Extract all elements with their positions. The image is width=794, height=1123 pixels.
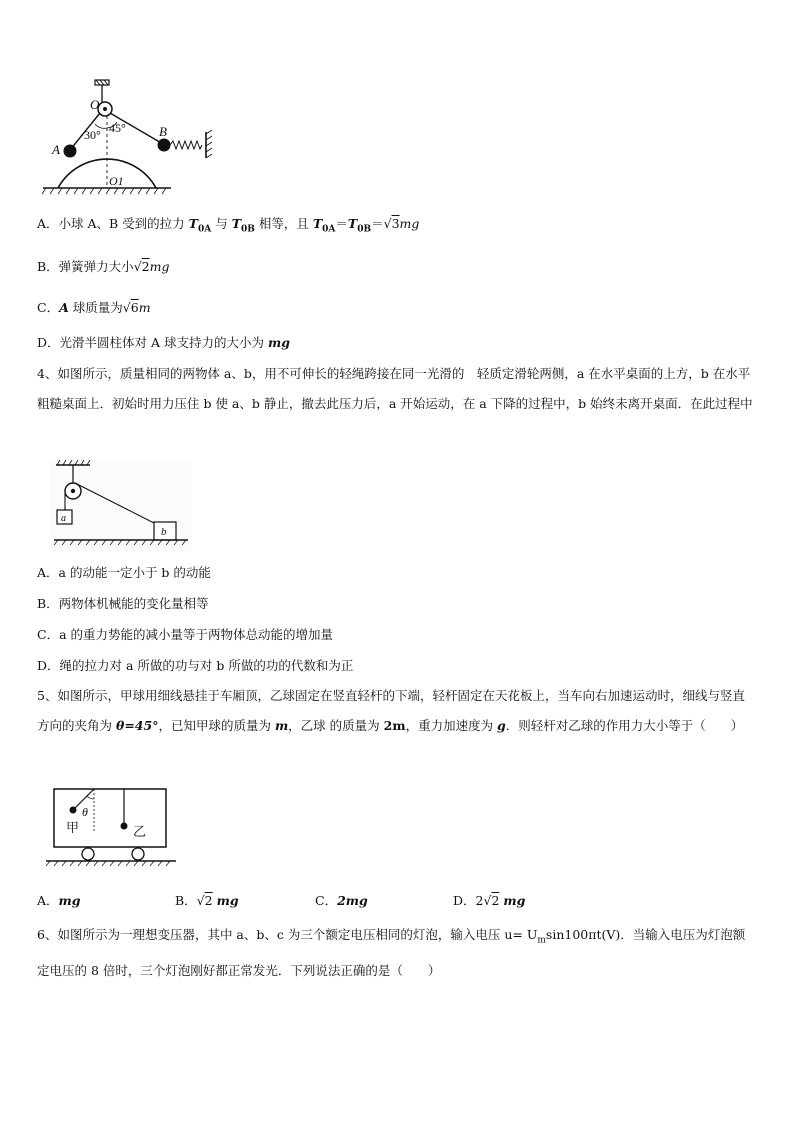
label-30: 30° [84, 128, 101, 142]
q4-option-b: B．两物体机械能的变化量相等 [37, 596, 209, 611]
q3-option-c: C．A 球质量为√6m [37, 300, 151, 315]
q5-option-d: D．2√2 mg [453, 893, 526, 908]
label-a: a [61, 513, 66, 524]
sqrt-symbol: √2 [196, 893, 213, 908]
q3-option-a: A．小球 A、B 受到的拉力 $T_{0A}$ 与 $T_{0B}$ 相等，且 $T_{0A}=T_{0B}=√3mg$ [37, 216, 420, 235]
q6-stem: 6、如图所示为一理想变压器，其中 a、b、c 为三个额定电压相同的灯泡，输入电压 $u= U_m\sin 100\pi t(V)$．当输入电压为灯泡额定电压的 8 倍时，三个灯泡刚好都正常发光．下列说法正确的是（ ） [37, 927, 746, 978]
q5-stem: 5、如图所示，甲球用细线悬挂于车厢顶，乙球固定在竖直轻杆的下端，轻杆固定在天花板上，当车向右加速运动时，细线与竖直方向的夹角为 θ=45°，已知甲球的质量为 m，乙球 的质量为 2m，重力加速度为 g．则轻杆对乙球的作用力大小等于（ ） [37, 688, 745, 733]
sqrt-symbol: √2 [133, 259, 150, 274]
q4-option-d: D．绳的拉力对 a 所做的功与对 b 所做的功的代数和为正 [37, 658, 354, 673]
sqrt-symbol: √2 [483, 893, 500, 908]
q5-figure [44, 785, 184, 871]
label-theta: θ [82, 805, 88, 819]
q5-option-a: A．mg [37, 893, 81, 908]
label-b: b [161, 526, 167, 538]
sqrt-symbol: √3 [383, 216, 400, 231]
q3-option-d: D．光滑半圆柱体对 A 球支持力的大小为 mg [37, 335, 290, 350]
label-O: O [90, 97, 100, 112]
q5-option-b: B．√2 mg [175, 893, 239, 908]
label-45: 45° [109, 121, 126, 135]
label-jia: 甲 [66, 820, 80, 835]
label-A: A [52, 142, 60, 157]
q3-option-b: B．弹簧弹力大小√2mg [37, 259, 170, 274]
label-O1: O1 [109, 174, 124, 188]
q4-stem: 4、如图所示，质量相同的两物体 a、b，用不可伸长的轻绳跨接在同一光滑的 轻质定滑轮两侧，a 在水平桌面的上方，b 在水平粗糙桌面上．初始时用力压住 b 使 a、b 静止，撤去此压力后，a 开始运动，在 a 下降的过程中，b 始终未离开桌面．在此过程中 [37, 366, 753, 411]
label-yi: 乙 [133, 824, 147, 839]
q5-option-c: C．2mg [315, 893, 368, 908]
label-B: B [159, 124, 167, 139]
q3-figure [38, 78, 218, 198]
q4-option-a: A．a 的动能一定小于 b 的动能 [37, 565, 211, 580]
sqrt-symbol: √6 [122, 300, 139, 315]
q4-figure [50, 460, 192, 552]
q4-option-c: C．a 的重力势能的减小量等于两物体总动能的增加量 [37, 627, 333, 642]
